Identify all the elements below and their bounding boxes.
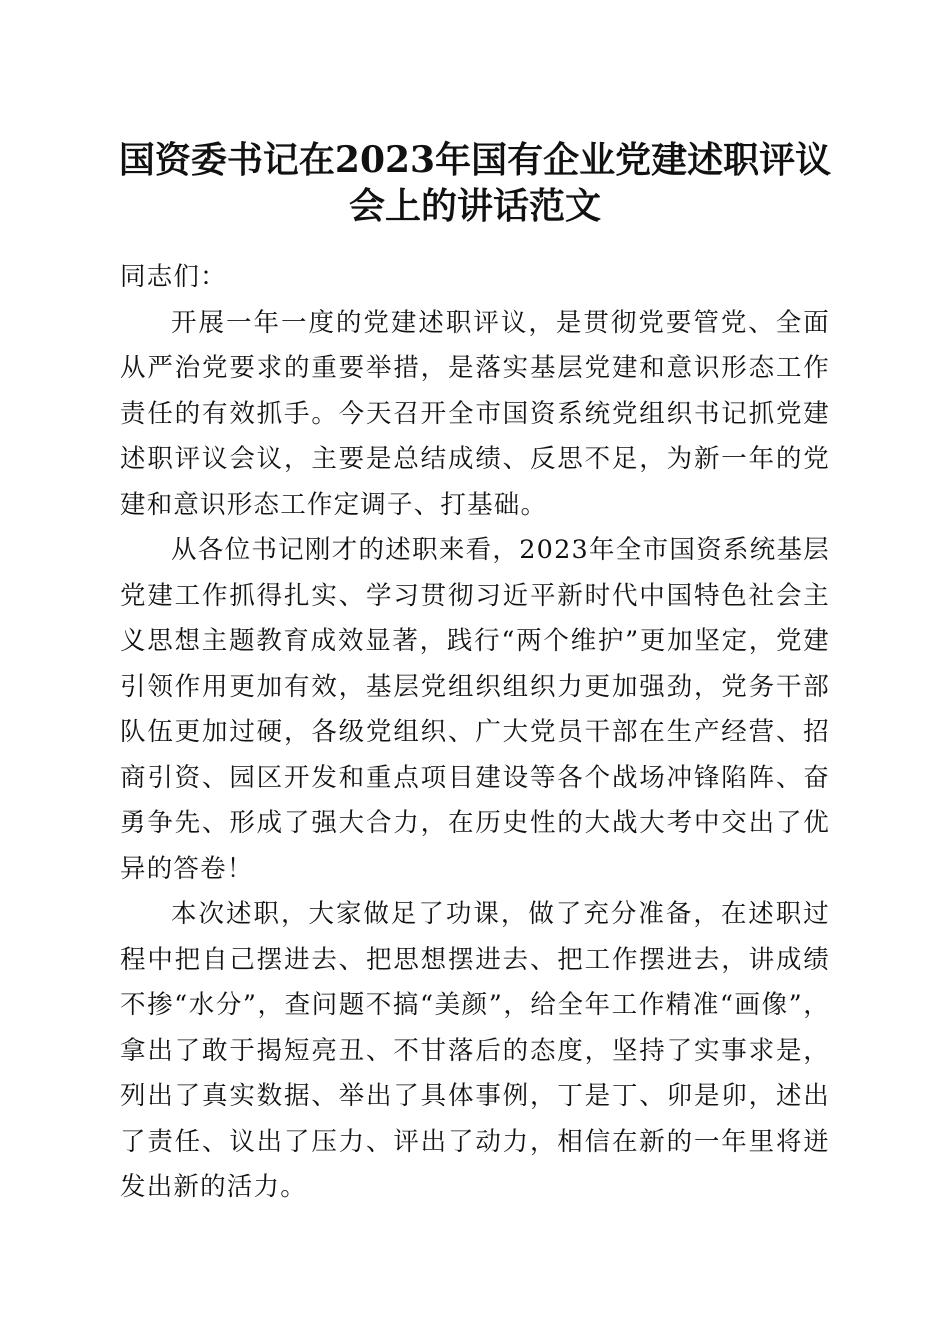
paragraph-3: 本次述职，大家做足了功课，做了充分准备，在述职过程中把自己摆进去、把思想摆进去、把工作摆进去，讲成绩不掺“水分”，查问题不搞“美颜”，给全年工作精准“画像”，拿出了敢于揭短亮丑、不甘落后的态度，坚持了实事求是，列出了真实数据、举出了具体事例，丁是丁、卯是卯，述出了责任、议出了压力、评出了动力，相信在新的一年里将迸发出新的活力。 <box>120 899 830 1202</box>
document-body <box>120 255 830 1211</box>
salutation: 同志们： <box>120 262 227 292</box>
document-title-line-1: 国资委书记在2023年国有企业党建述职评议 <box>118 139 832 181</box>
paragraph-2: 从各位书记刚才的述职来看，2023年全市国资系统基层党建工作抓得扎实、学习贯彻习近平新时代中国特色社会主义思想主题教育成效显著，践行“两个维护”更加坚定，党建引领作用更加有效，基层党组织组织力更加强劲，党务干部队伍更加过硬，各级党组织、广大党员干部在生产经营、招商引资、园区开发和重点项目建设等各个战场冲锋陷阵、奋勇争先、形成了强大合力，在历史性的大战大考中交出了优异的答卷！ <box>120 535 830 884</box>
document-title-line-2: 会上的讲话范文 <box>348 185 601 227</box>
paragraph-1: 开展一年一度的党建述职评议，是贯彻党要管党、全面从严治党要求的重要举措，是落实基层党建和意识形态工作责任的有效抓手。今天召开全市国资系统党组织书记抓党建述职评议会议，主要是总结成绩、反思不足，为新一年的党建和意识形态工作定调子、打基础。 <box>120 307 830 520</box>
